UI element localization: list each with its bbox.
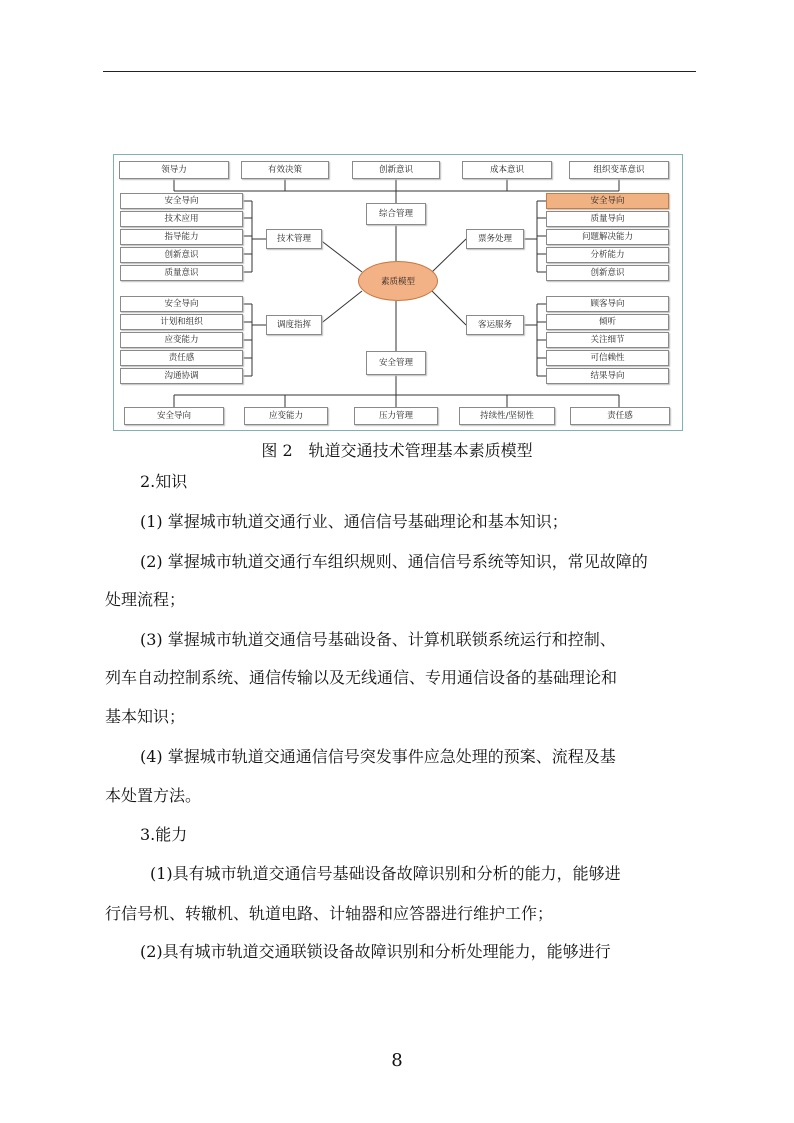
top-box-1: 领导力: [119, 161, 229, 179]
section-heading-knowledge: 2.知识: [140, 472, 188, 491]
left-bottom-item: 应变能力: [120, 332, 243, 348]
right-bottom-item: 结果导向: [546, 368, 669, 384]
paragraph-ability-2: (2)具有城市轨道交通联锁设备故障识别和分析处理能力，能够进行: [140, 942, 611, 961]
paragraph-knowledge-2-cont: 处理流程；: [105, 590, 186, 609]
paragraph-knowledge-4: (4) 掌握城市轨道交通通信信号突发事件应急处理的预案、流程及基: [140, 747, 616, 766]
paragraph-knowledge-1: (1) 掌握城市轨道交通行业、通信信号基础理论和基本知识；: [140, 512, 568, 531]
right-top-item: 质量导向: [546, 211, 669, 227]
paragraph-knowledge-3-cont: 列车自动控制系统、通信传输以及无线通信、专用通信设备的基础理论和: [105, 668, 618, 687]
right-top-item-highlighted: 安全导向: [546, 193, 669, 209]
bottom-box-3: 压力管理: [354, 407, 438, 425]
paragraph-ability-1-cont: 行信号机、转辙机、轨道电路、计轴器和应答器进行维护工作；: [105, 904, 554, 923]
page-number: 8: [391, 1050, 403, 1071]
paragraph-knowledge-2: (2) 掌握城市轨道交通行车组织规则、通信信号系统等知识，常见故障的: [140, 552, 648, 571]
left-top-item: 创新意识: [120, 247, 243, 263]
left-top-item: 指导能力: [120, 229, 243, 245]
top-box-2: 有效决策: [241, 161, 329, 179]
bottom-box-4: 持续性/坚韧性: [459, 407, 555, 425]
left-bottom-item: 沟通协调: [120, 368, 243, 384]
top-box-5: 组织变革意识: [569, 161, 669, 179]
figure-caption: 图 2 轨道交通技术管理基本素质模型: [261, 441, 533, 460]
bottom-box-5: 责任感: [570, 407, 670, 425]
paragraph-knowledge-3-cont2: 基本知识；: [105, 707, 186, 726]
hub-technical-management: 技术管理: [266, 229, 322, 249]
section-heading-ability: 3.能力: [140, 825, 188, 844]
right-bottom-item: 可信赖性: [546, 350, 669, 366]
left-bottom-item: 安全导向: [120, 296, 243, 312]
right-bottom-item: 倾听: [546, 314, 669, 330]
competency-model-figure: [113, 154, 683, 431]
right-bottom-item: 顾客导向: [546, 296, 669, 312]
top-box-3: 创新意识: [352, 161, 440, 179]
right-top-item: 创新意识: [546, 265, 669, 281]
bottom-box-2: 应变能力: [244, 407, 328, 425]
left-top-item: 安全导向: [120, 193, 243, 209]
left-top-item: 质量意识: [120, 265, 243, 281]
left-bottom-item: 计划和组织: [120, 314, 243, 330]
hub-passenger-service: 客运服务: [466, 315, 524, 335]
hub-comprehensive-management: 综合管理: [366, 203, 426, 225]
right-bottom-item: 关注细节: [546, 332, 669, 348]
left-top-item: 技术应用: [120, 211, 243, 227]
paragraph-ability-1: (1)具有城市轨道交通信号基础设备故障识别和分析的能力，能够进: [150, 864, 621, 883]
hub-dispatch-command: 调度指挥: [266, 315, 322, 335]
top-box-4: 成本意识: [462, 161, 552, 179]
paragraph-knowledge-4-cont: 本处置方法。: [105, 786, 202, 805]
header-rule: [103, 71, 696, 72]
hub-safety-management: 安全管理: [366, 351, 426, 375]
bottom-box-1: 安全导向: [124, 407, 224, 425]
hub-ticketing: 票务处理: [466, 229, 524, 249]
left-bottom-item: 责任感: [120, 350, 243, 366]
competency-model-center: 素质模型: [358, 261, 438, 301]
paragraph-knowledge-3: (3) 掌握城市轨道交通信号基础设备、计算机联锁系统运行和控制、: [140, 630, 616, 649]
right-top-item: 分析能力: [546, 247, 669, 263]
right-top-item: 问题解决能力: [546, 229, 669, 245]
